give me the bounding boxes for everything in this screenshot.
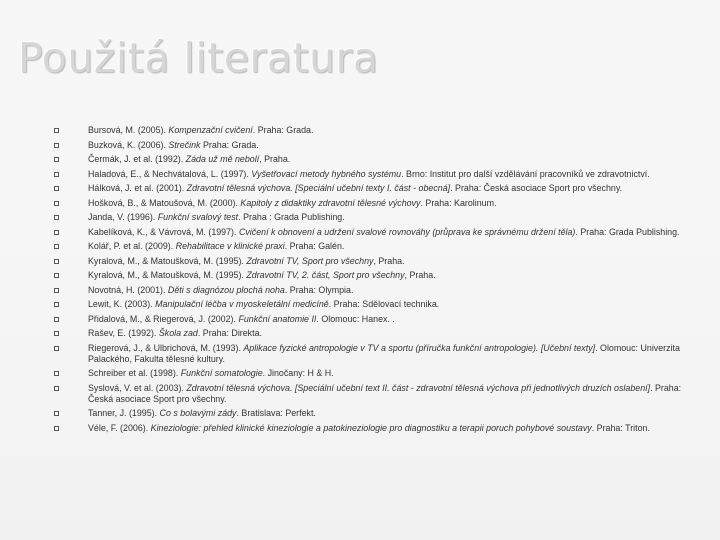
square-bullet-icon — [54, 273, 59, 278]
square-bullet-icon — [54, 230, 59, 235]
reference-authors: Buzková, K. (2006). — [88, 139, 169, 150]
square-bullet-icon — [54, 259, 59, 264]
reference-publisher: . Praha: Česká asociace Sport pro všechny. — [88, 382, 682, 404]
square-bullet-icon — [54, 201, 59, 206]
reference-item — [54, 368, 702, 379]
reference-title: Zdravotní TV, 2. část, Sport pro všechny — [246, 270, 405, 280]
square-bullet-icon — [54, 186, 59, 191]
reference-publisher: , Praha. — [259, 154, 291, 164]
reference-authors: Přidalová, M., & Riegerová, J. (2002). — [88, 313, 239, 324]
reference-item — [54, 183, 702, 194]
reference-title: Funkční svalový test — [157, 212, 239, 222]
reference-item — [54, 227, 702, 238]
reference-title: Funkční somatologie — [180, 368, 263, 379]
reference-title: Zdravotní TV, Sport pro všechny — [246, 255, 374, 266]
reference-publisher: . Praha: Direkta. — [197, 328, 262, 338]
square-bullet-icon — [54, 157, 59, 162]
reference-title: Aplikace fyzické antropologie v TV a sportu (příručka funkční antropologie). [Učební texty] — [243, 342, 596, 353]
reference-authors: Janda, V. (1996). — [88, 212, 158, 222]
reference-authors: Bursová, M. (2005). — [88, 125, 169, 135]
reference-item — [54, 198, 702, 209]
reference-publisher: . Olomouc: Univerzita Palackého, Fakulta tělesné kultury. — [88, 342, 680, 364]
reference-publisher: , Praha. — [373, 255, 405, 266]
reference-authors: Kolář, P. et al. (2009). — [88, 241, 176, 251]
reference-publisher: Praha: Grada. — [200, 139, 259, 150]
reference-publisher: . Praha: Galén. — [284, 241, 345, 251]
reference-title: Manipulační léčba v myoskeletální medicíně — [155, 299, 329, 309]
reference-authors: Kyralová, M., & Matoušková, M. (1995). — [88, 270, 247, 280]
reference-publisher: . Praha: Olympia. — [284, 284, 354, 295]
reference-authors: Hálková, J. et al. (2001). — [88, 183, 187, 193]
reference-title: Vyšetřovací metody hybného systému — [251, 168, 402, 179]
reference-publisher: . Praha: Sdělovací technika. — [328, 299, 440, 309]
reference-authors: Syslová, V. et al. (2003). — [88, 382, 187, 393]
reference-publisher: . Praha: Grada. — [252, 125, 314, 135]
reference-authors: Hošková, B., & Matoušová, M. (2000). — [88, 197, 241, 208]
reference-title: Škola zad — [158, 328, 198, 338]
reference-item — [54, 140, 702, 151]
square-bullet-icon — [54, 317, 59, 322]
reference-authors: Novotná, H. (2001). — [88, 284, 168, 295]
square-bullet-icon — [54, 371, 59, 376]
reference-publisher: . Bratislava: Perfekt. — [236, 408, 316, 419]
reference-title: Funkční anatomie II — [238, 313, 317, 324]
reference-item — [54, 423, 702, 434]
square-bullet-icon — [54, 302, 59, 307]
square-bullet-icon — [54, 128, 59, 133]
reference-item — [54, 299, 702, 310]
reference-item — [54, 314, 702, 325]
reference-item — [54, 270, 702, 281]
square-bullet-icon — [54, 331, 59, 336]
square-bullet-icon — [54, 411, 59, 416]
reference-title: Co s bolavými zády — [159, 408, 237, 419]
reference-list — [54, 125, 702, 437]
page-title: Použitá literatura — [18, 34, 379, 82]
square-bullet-icon — [54, 143, 59, 148]
reference-authors: Kabelíková, K., & Vávrová, M. (1997). — [88, 226, 239, 237]
reference-authors: Lewit, K. (2003). — [88, 299, 156, 309]
reference-item — [54, 383, 702, 405]
reference-publisher: , Praha. — [404, 270, 436, 280]
reference-title: Děti s diagnózou plochá noha — [167, 284, 285, 295]
square-bullet-icon — [54, 288, 59, 293]
reference-authors: Haladová, E., & Nechvátalová, L. (1997). — [88, 168, 252, 179]
reference-item — [54, 241, 702, 252]
reference-item — [54, 125, 702, 136]
reference-item — [54, 328, 702, 339]
reference-publisher: . Olomouc: Hanex. . — [316, 313, 395, 324]
reference-title: Rehabilitace v klinické praxi — [175, 241, 285, 251]
reference-title: Kineziologie: přehled klinické kineziologie a patokineziologie pro diagnostiku a terapii poruch pohybové soustavy — [150, 422, 592, 433]
reference-authors: Čermák, J. et al. (1992). — [88, 154, 186, 164]
reference-authors: Tanner, J. (1995). — [88, 408, 160, 419]
reference-item — [54, 256, 702, 267]
reference-authors: Riegerová, J., & Ulbrichová, M. (1993). — [88, 342, 244, 353]
square-bullet-icon — [54, 346, 59, 351]
reference-item — [54, 343, 702, 365]
square-bullet-icon — [54, 426, 59, 431]
reference-authors: Rašev, E. (1992). — [88, 328, 159, 338]
square-bullet-icon — [54, 172, 59, 177]
reference-item — [54, 408, 702, 419]
reference-item — [54, 212, 702, 223]
reference-title: Zdravotní tělesná výchova. [Speciální učební texty I. část - obecná] — [186, 183, 451, 193]
reference-publisher: . Praha: Triton. — [591, 422, 650, 433]
reference-publisher: . Praha: Karolinum. — [420, 197, 497, 208]
reference-item — [54, 285, 702, 296]
reference-publisher: . Praha: Česká asociace Sport pro všechny. — [450, 183, 623, 193]
reference-publisher: . Jinočany: H & H. — [262, 368, 334, 379]
square-bullet-icon — [54, 215, 59, 220]
square-bullet-icon — [54, 386, 59, 391]
reference-title: Zdravotní tělesná výchova. [Speciální učební text II. část - zdravotní tělesná výchova při jednotlivých druzích oslabení] — [186, 382, 651, 393]
reference-title: Kompenzační cvičení — [168, 125, 253, 135]
reference-authors: Véle, F. (2006). — [88, 422, 151, 433]
reference-title: Kapitoly z didaktiky zdravotní tělesné výchovy — [240, 197, 421, 208]
reference-publisher: . Brno: Institut pro další vzdělávání pracovníků ve zdravotnictví. — [401, 168, 650, 179]
reference-authors: Kyralová, M., & Matoušková, M. (1995). — [88, 255, 247, 266]
reference-title: Strečink — [168, 139, 201, 150]
reference-publisher: . Praha : Grada Publishing. — [238, 212, 345, 222]
reference-item — [54, 154, 702, 165]
reference-authors: Schreiber et al. (1998). — [88, 368, 181, 379]
reference-title: Záda už mě nebolí — [185, 154, 260, 164]
reference-item — [54, 169, 702, 180]
reference-publisher: . Praha: Grada Publishing. — [575, 226, 680, 237]
reference-title: Cvičení k obnovení a udržení svalové rovnováhy (průprava ke správnému držení těla) — [238, 226, 576, 237]
square-bullet-icon — [54, 244, 59, 249]
